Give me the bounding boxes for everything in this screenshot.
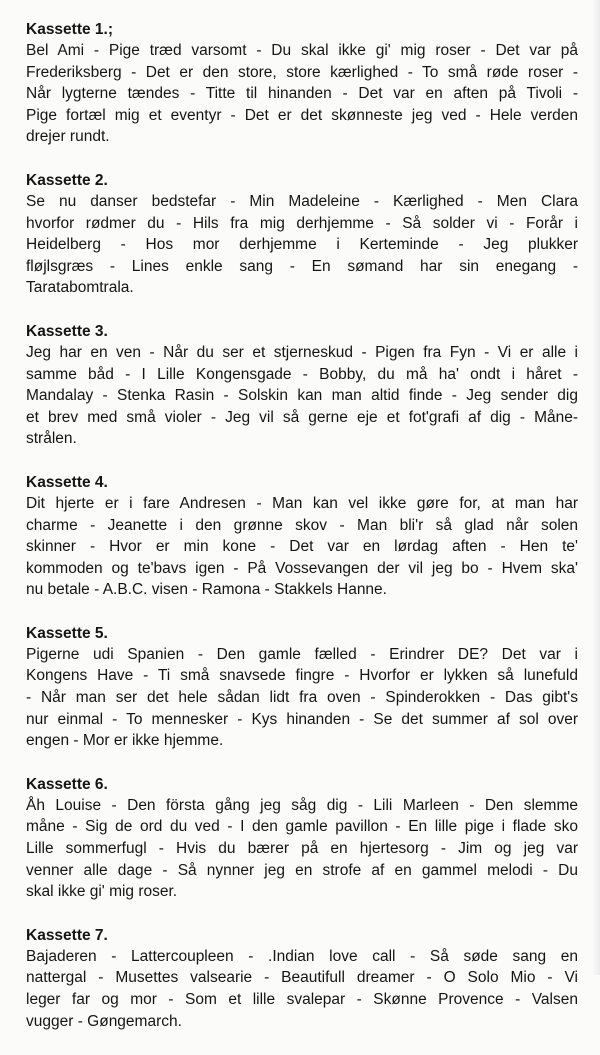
track-list-line: strålen. [26, 430, 77, 448]
cassette-heading: Kassette 3. [26, 322, 108, 340]
track-list-line: kommoden og te'bavs igen - På Vossevangen der vil jeg bo - Hvem ska' [26, 559, 578, 577]
track-list-line: nattergal - Musettes valsearie - Beautifull dreamer - O Solo Mio - Vi [26, 969, 578, 987]
cassette-track-list [26, 20, 578, 1055]
track-list-line: charme - Jeanette i den grønne skov - Man bli'r så glad når solen [26, 516, 578, 534]
cassette-section [26, 322, 578, 450]
cassette-section [26, 775, 578, 903]
track-list-line: Se nu danser bedstefar - Min Madeleine - Kærlighed - Men Clara [26, 192, 578, 210]
cassette-heading: Kassette 7. [26, 926, 108, 944]
track-list-line: leger far og mor - Som et lille svalepar - Skønne Provence - Valsen [26, 991, 578, 1008]
track-list-line: Lille sommerfugl - Hvis du bærer på en hjertesorg - Jim og jeg var [26, 840, 578, 858]
track-list-line: Bajaderen - Lattercoupleen - .Indian love call - Så søde sang en [26, 947, 578, 965]
track-list-line: Pige fortæl mig et eventyr - Det er det skønneste jeg ved - Hele verden [26, 106, 578, 124]
track-list-line: Jeg har en ven - Når du ser et stjerneskud - Pigen fra Fyn - Vi er alle i [26, 343, 578, 361]
track-list-line: engen - Mor er ikke hjemme. [26, 732, 224, 750]
track-list-line: måne - Sig de ord du ved - I den gamle pavillon - En lille pige i flade sko [26, 818, 578, 836]
cassette-section [26, 624, 578, 752]
track-list-line: venner alle dage - Så nynner jeg en strofe af en gammel melodi - Du [26, 861, 578, 879]
cassette-heading: Kassette 1.; [26, 21, 114, 38]
track-list-line: nu betale - A.B.C. visen - Ramona - Stakkels Hanne. [26, 581, 387, 599]
cassette-section [26, 171, 578, 299]
cassette-heading: Kassette 6. [26, 775, 108, 793]
track-list-line: Åh Louise - Den första gång jeg såg dig - Lili Marleen - Den slemme [26, 796, 578, 814]
track-list-line: Mandalay - Stenka Rasin - Solskin kan man altid finde - Jeg sender dig [26, 387, 578, 405]
cassette-heading: Kassette 2. [26, 171, 108, 189]
track-list-line: vugger - Gøngemarch. [26, 1012, 182, 1030]
track-list-line: Kongens Have - Ti små snavsede fingre - Hvorfor er lykken så lunefuld [26, 667, 578, 685]
cassette-section [26, 473, 578, 601]
track-list-line: samme båd - I Lille Kongensgade - Bobby, du må ha' ondt i håret - [26, 365, 578, 383]
cassette-section [26, 20, 578, 148]
track-list-line: fløjlsgræs - Lines enkle sang - En sømand har sin enegang - [26, 257, 578, 275]
track-list-line: Dit hjerte er i fare Andresen - Man kan vel ikke gøre for, at man har [26, 494, 578, 512]
track-list-line: skinner - Hvor er min kone - Det var en lørdag aften - Hen te' [26, 538, 578, 556]
track-list-line: nur einmal - To mennesker - Kys hinanden - Se det summer af sol over [26, 710, 578, 728]
track-list-line: Frederiksberg - Det er den store, store kærlighed - To små røde roser - [26, 63, 578, 81]
track-list-line: - Når man ser det hele sådan lidt fra oven - Spinderokken - Das gibt's [26, 689, 578, 707]
cassette-heading: Kassette 5. [26, 624, 108, 642]
track-list-line: skal ikke gi' mig roser. [26, 883, 178, 901]
page-edge-shadow [592, 0, 600, 975]
track-list-line: Heidelberg - Hos mor derhjemme i Kerteminde - Jeg plukker [26, 236, 578, 254]
cassette-section [26, 926, 578, 1032]
track-list-line: Når lygterne tændes - Titte til hinanden - Det var en aften på Tivoli - [26, 85, 578, 103]
track-list-line: drejer rundt. [26, 128, 110, 146]
cassette-heading: Kassette 4. [26, 473, 108, 491]
track-list-line: hvorfor rødmer du - Hils fra mig derhjemme - Så solder vi - Forår i [26, 214, 578, 232]
track-list-line: Pigerne udi Spanien - Den gamle fælled - Erindrer DE? Det var i [26, 645, 578, 663]
track-list-line: Bel Ami - Pige træd varsomt - Du skal ikke gi' mig roser - Det var på [26, 42, 578, 59]
track-list-line: Taratabomtrala. [26, 279, 134, 297]
track-list-line: et brev med små violer - Jeg vil så gerne eje et fot'grafi af dig - Måne- [26, 408, 578, 426]
